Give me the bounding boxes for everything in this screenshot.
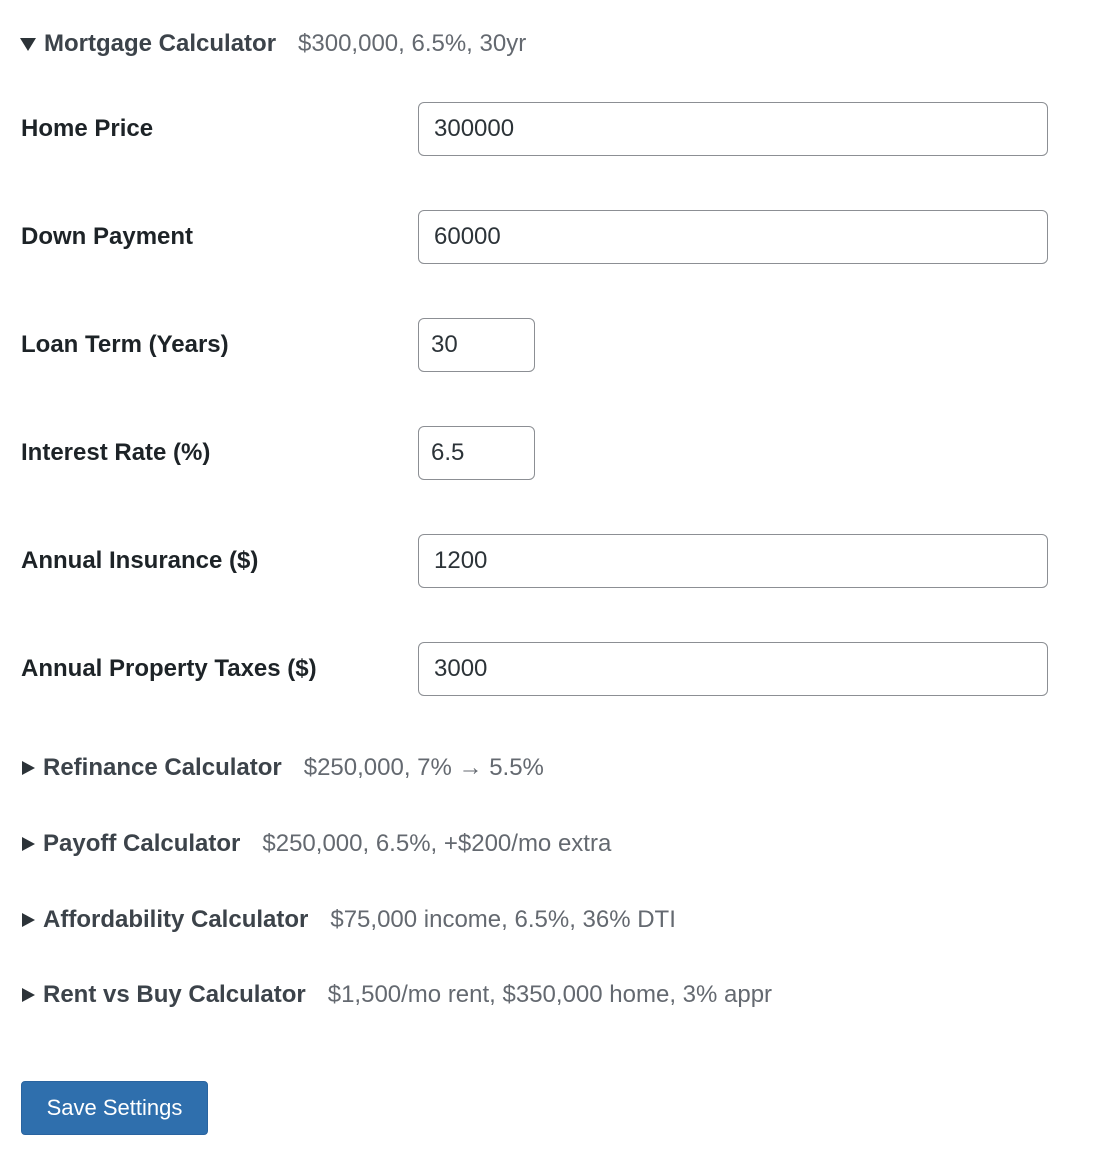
loan-term-label: Loan Term (Years) [21,331,229,358]
rent-vs-buy-calculator-toggle[interactable] [20,977,772,1013]
interest-rate-input[interactable] [418,426,535,480]
affordability-calculator-toggle[interactable] [20,902,676,938]
home-price-row [21,102,1102,156]
section-title: Affordability Calculator [43,906,309,933]
home-price-input[interactable] [418,102,1048,156]
section-title: Payoff Calculator [43,830,241,857]
annual-insurance-label: Annual Insurance ($) [21,547,259,574]
section-summary: $250,000, 7% → 5.5% [303,754,544,781]
save-settings-button[interactable]: Save Settings [21,1081,208,1135]
property-taxes-input[interactable] [418,642,1048,696]
section-summary: $300,000, 6.5%, 30yr [298,30,527,57]
annual-insurance-row [21,534,1102,588]
section-summary: $75,000 income, 6.5%, 36% DTI [330,906,676,933]
triangle-right-icon [22,913,35,927]
annual-insurance-input[interactable] [418,534,1048,588]
loan-term-row [21,318,1102,372]
interest-rate-row [21,426,1102,480]
refinance-calculator-toggle[interactable] [20,750,544,786]
section-summary: $250,000, 6.5%, +$200/mo extra [262,830,612,857]
section-title: Rent vs Buy Calculator [43,981,306,1008]
property-taxes-row [21,642,1102,696]
triangle-right-icon [22,837,35,851]
down-payment-row [21,210,1102,264]
section-title: Refinance Calculator [43,754,282,781]
payoff-calculator-toggle[interactable] [20,826,611,862]
section-summary: $1,500/mo rent, $350,000 home, 3% appr [327,981,773,1008]
loan-term-input[interactable] [418,318,535,372]
triangle-right-icon [22,988,35,1002]
section-title: Mortgage Calculator [44,30,277,57]
home-price-label: Home Price [21,115,154,142]
interest-rate-label: Interest Rate (%) [21,439,211,466]
down-payment-input[interactable] [418,210,1048,264]
mortgage-calculator-toggle[interactable] [20,26,526,62]
property-taxes-label: Annual Property Taxes ($) [21,655,317,682]
triangle-right-icon [22,761,35,775]
triangle-down-icon [20,38,36,51]
down-payment-label: Down Payment [21,223,194,250]
